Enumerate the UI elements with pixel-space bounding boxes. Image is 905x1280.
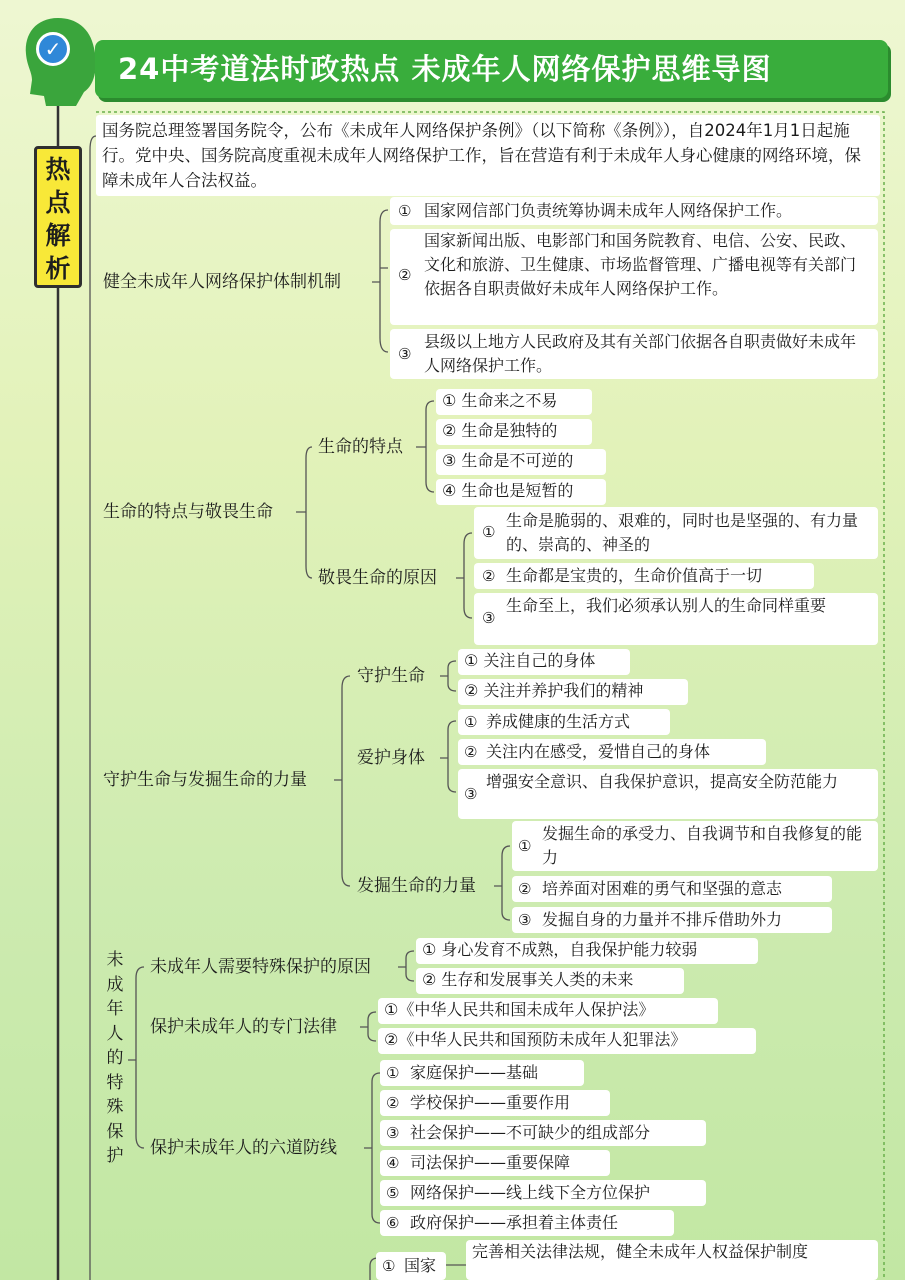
defense-3: ③ 社会保护——不可缺少的组成部分 (380, 1120, 706, 1146)
sub-revere-life: 敬畏生命的原因 (318, 568, 437, 588)
discover-power-3: ③ 发掘自身的力量并不排斥借助外力 (512, 907, 832, 933)
avatar-head (18, 14, 100, 110)
check-badge-icon: ✓ (36, 32, 70, 66)
branch-life-features: 生命的特点与敬畏生命 (103, 502, 273, 522)
sub-special-laws: 保护未成年人的专门法律 (150, 1017, 337, 1037)
sub-guard-life: 守护生命 (357, 666, 425, 686)
state-protection-node: ① 国家 (376, 1252, 446, 1280)
special-law-2: ②《中华人民共和国预防未成年人犯罪法》 (378, 1028, 756, 1054)
protection-reason-1: ① 身心发育不成熟，自我保护能力较弱 (416, 938, 758, 964)
life-feature-3: ③ 生命是不可逆的 (436, 449, 606, 475)
intro-text: 国务院总理签署国务院令，公布《未成年人网络保护条例》（以下简称《条例》），自2024年1月1日起施行。党中央、国务院高度重视未成年人网络保护工作，旨在营造有利于未成年人身心健康的网络环境，保障未成年人合法权益。 (96, 115, 880, 196)
b1-item-2: ② 国家新闻出版、电影部门和国务院教育、电信、公安、民政、文化和旅游、卫生健康、市场监督管理、广播电视等有关部门依据各自职责做好未成年人网络保护工作。 (390, 229, 878, 325)
hot-analysis-label: 热 点 解 析 (34, 146, 82, 288)
sub-discover-power: 发掘生命的力量 (357, 876, 476, 896)
care-body-1: ① 养成健康的生活方式 (458, 709, 670, 735)
defense-1: ① 家庭保护——基础 (380, 1060, 584, 1086)
branch-special-protection: 未 成 年 人 的 特 殊 保 护 (106, 950, 124, 1166)
sub-care-body: 爱护身体 (357, 748, 425, 768)
care-body-3: ③ 增强安全意识、自我保护意识，提高安全防范能力 (458, 769, 878, 819)
defense-2: ② 学校保护——重要作用 (380, 1090, 610, 1116)
branch-guard-life: 守护生命与发掘生命的力量 (103, 770, 307, 790)
life-feature-2: ② 生命是独特的 (436, 419, 592, 445)
page-title: 24中考道法时政热点 未成年人网络保护思维导图 (118, 52, 772, 86)
protection-reason-2: ② 生存和发展事关人类的未来 (416, 968, 684, 994)
state-protection-text: 完善相关法律法规，健全未成年人权益保护制度 (466, 1240, 878, 1280)
sub-life-features: 生命的特点 (318, 437, 403, 457)
defense-5: ⑤ 网络保护——线上线下全方位保护 (380, 1180, 706, 1206)
sub-protection-reason: 未成年人需要特殊保护的原因 (150, 957, 371, 977)
discover-power-2: ② 培养面对困难的勇气和坚强的意志 (512, 876, 832, 902)
guard-life-2: ② 关注并养护我们的精神 (458, 679, 688, 705)
b1-item-1: ① 国家网信部门负责统筹协调未成年人网络保护工作。 (390, 197, 878, 225)
care-body-2: ② 关注内在感受，爱惜自己的身体 (458, 739, 766, 765)
revere-reason-2: ② 生命都是宝贵的，生命价值高于一切 (474, 563, 814, 589)
defense-6: ⑥ 政府保护——承担着主体责任 (380, 1210, 674, 1236)
branch-system-mechanism: 健全未成年人网络保护体制机制 (103, 272, 341, 292)
life-feature-1: ① 生命来之不易 (436, 389, 592, 415)
guard-life-1: ① 关注自己的身体 (458, 649, 630, 675)
discover-power-1: ① 发掘生命的承受力、自我调节和自我修复的能力 (512, 821, 878, 871)
defense-4: ④ 司法保护——重要保障 (380, 1150, 610, 1176)
revere-reason-1: ① 生命是脆弱的、艰难的，同时也是坚强的、有力量的、崇高的、神圣的 (474, 507, 878, 559)
sub-six-defenses: 保护未成年人的六道防线 (150, 1138, 337, 1158)
revere-reason-3: ③ 生命至上，我们必须承认别人的生命同样重要 (474, 593, 878, 645)
b1-item-3: ③ 县级以上地方人民政府及其有关部门依据各自职责做好未成年人网络保护工作。 (390, 329, 878, 379)
life-feature-4: ④ 生命也是短暂的 (436, 479, 606, 505)
special-law-1: ①《中华人民共和国未成年人保护法》 (378, 998, 718, 1024)
